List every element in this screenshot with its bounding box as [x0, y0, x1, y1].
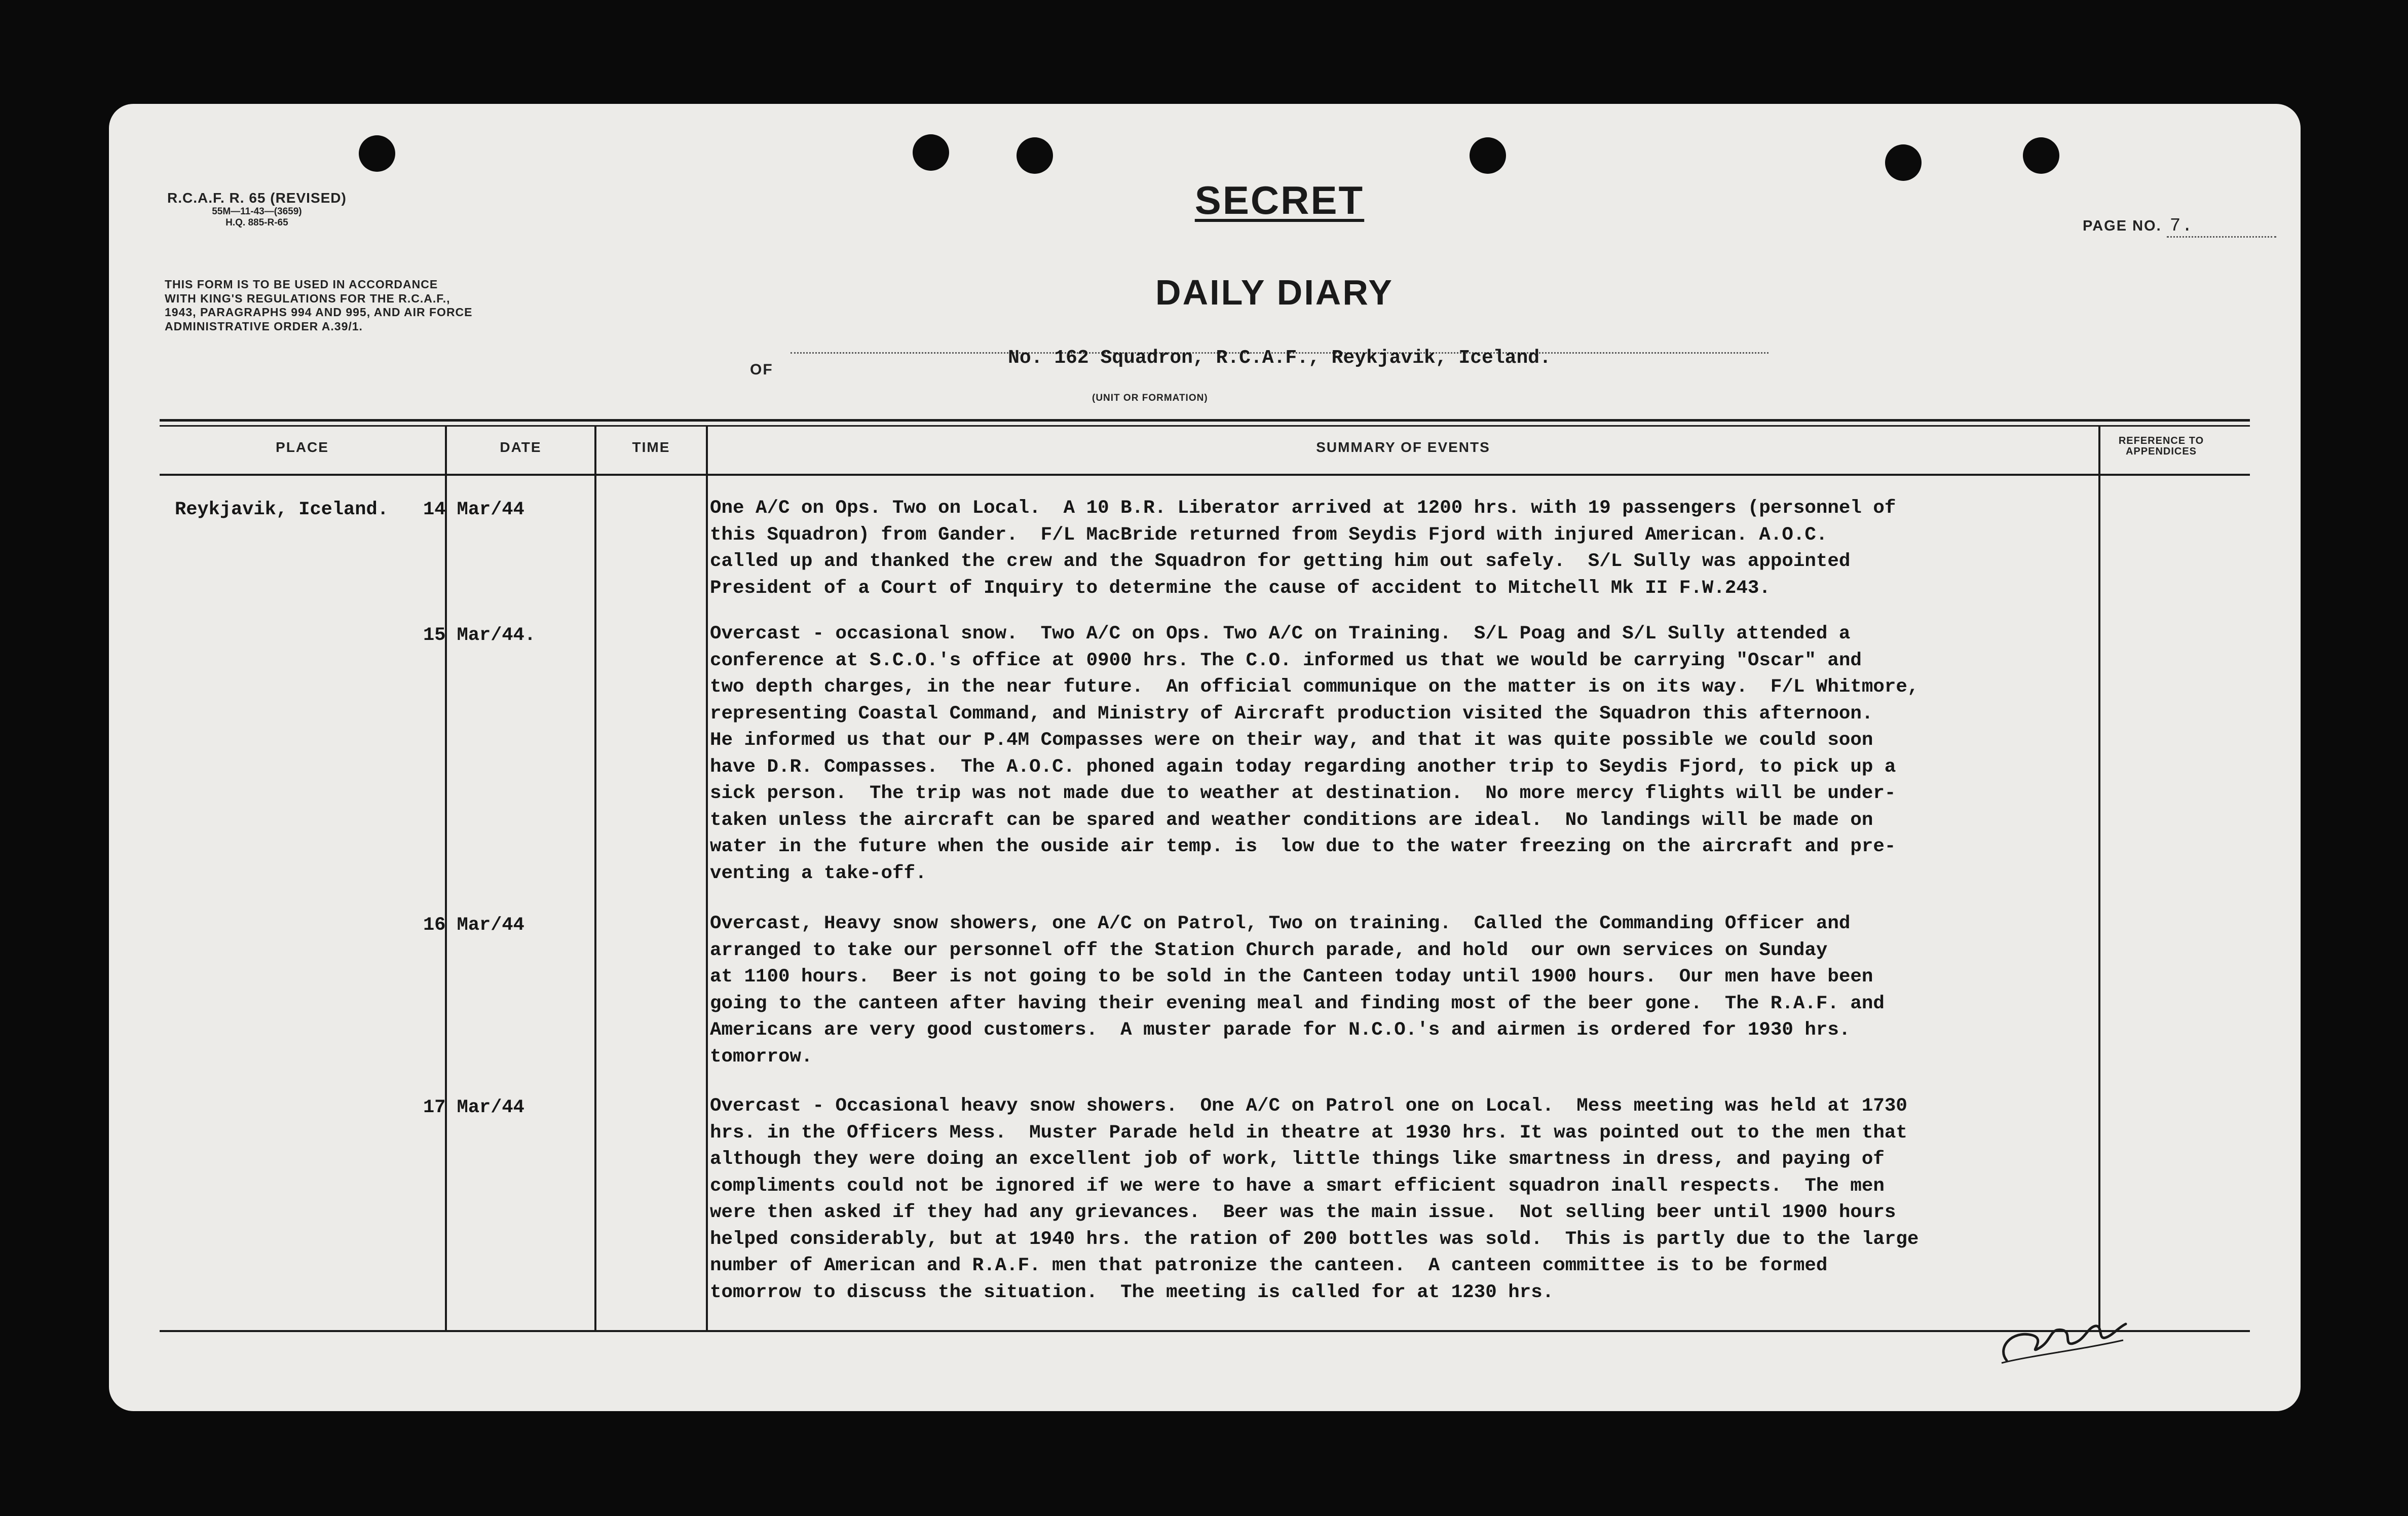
column-header-place: PLACE — [276, 439, 329, 455]
unit-caption: (UNIT OR FORMATION) — [1092, 393, 1208, 403]
summary-line: tomorrow to discuss the situation. The meeting is called for at 1230 hrs. — [710, 1281, 1554, 1303]
form-note-line: THIS FORM IS TO BE USED IN ACCORDANCE — [165, 278, 438, 291]
summary-line: President of a Court of Inquiry to determine the cause of accident to Mitchell Mk II F.W.243. — [710, 577, 1771, 599]
place-cell: Reykjavik, Iceland. — [175, 499, 389, 520]
summary-line: water in the future when the ouside air temp. is low due to the water freezing on the aircraft and pre- — [710, 836, 1896, 857]
form-usage-note — [165, 278, 565, 333]
header-bottom-rule — [160, 474, 2250, 476]
summary-line: One A/C on Ops. Two on Local. A 10 B.R. Liberator arrived at 1200 hrs. with 19 passengers (personnel of — [710, 498, 1896, 519]
punch-hole — [1885, 144, 1922, 181]
table-top-rule — [160, 419, 2250, 422]
page-number — [2083, 215, 2276, 238]
document-title: DAILY DIARY — [1155, 273, 1394, 312]
summary-line: venting a take-off. — [710, 862, 927, 884]
form-note-line: 1943, PARAGRAPHS 994 AND 995, AND AIR FORCE — [165, 306, 473, 319]
summary-line: tomorrow. — [710, 1046, 813, 1068]
summary-line: taken unless the aircraft can be spared and weather conditions are ideal. No landings will be made on — [710, 809, 1873, 831]
column-header-date: DATE — [500, 439, 542, 455]
summary-line: compliments could not be ignored if we were to have a smart efficient squadron inall respects. The men — [710, 1175, 1885, 1197]
form-note-line: WITH KING'S REGULATIONS FOR THE R.C.A.F., — [165, 291, 450, 305]
column-divider — [594, 425, 596, 1332]
summary-line: conference at S.C.O.'s office at 0900 hrs. The C.O. informed us that we would be carrying "Oscar" and — [710, 650, 1862, 671]
entry-date: 14 Mar/44 — [423, 499, 524, 520]
form-note-line: ADMINISTRATIVE ORDER A.39/1. — [165, 319, 363, 333]
diary-page — [109, 104, 2301, 1411]
summary-line: going to the canteen after having their evening meal and finding most of the beer gone. The R.A.F. and — [710, 993, 1885, 1014]
summary-line: although they were doing an excellent job of work, little things like smartness in dress, and paying of — [710, 1149, 1885, 1170]
summary-line: at 1100 hours. Beer is not going to be sold in the Canteen today until 1900 hours. Our men have been — [710, 966, 1873, 988]
summary-line: Overcast - Occasional heavy snow showers. One A/C on Patrol one on Local. Mess meeting was held at 1730 — [710, 1095, 1907, 1117]
summary-line: representing Coastal Command, and Ministry of Aircraft production visited the Squadron this afternoon. — [710, 703, 1873, 725]
entry-date: 17 Mar/44 — [423, 1097, 524, 1118]
page-number-label: PAGE NO. — [2083, 218, 2162, 234]
punch-hole — [2023, 137, 2059, 174]
column-header-time: TIME — [632, 439, 670, 455]
entry-summary — [710, 1093, 2109, 1306]
summary-line: Overcast, Heavy snow showers, one A/C on Patrol, Two on training. Called the Commanding Officer and — [710, 913, 1851, 934]
punch-hole — [1017, 137, 1053, 174]
column-divider — [706, 425, 708, 1332]
summary-line: arranged to take our personnel off the Station Church parade, and hold our own services on Sunday — [710, 939, 1828, 961]
column-header-reference: REFERENCE TO APPENDICES — [2118, 435, 2204, 457]
column-divider — [445, 425, 447, 1332]
classification-heading: SECRET — [1194, 178, 1365, 222]
summary-line: number of American and R.A.F. men that patronize the canteen. A canteen committee is to be formed — [710, 1255, 1828, 1276]
table-bottom-rule — [160, 1330, 2250, 1332]
summary-line: helped considerably, but at 1940 hrs. the ration of 200 bottles was sold. This is partly due to the large — [710, 1228, 1919, 1250]
summary-line: hrs. in the Officers Mess. Muster Parade held in theatre at 1930 hrs. It was pointed out to the men that — [710, 1122, 1907, 1144]
entry-summary — [710, 911, 2109, 1070]
entry-date: 16 Mar/44 — [423, 915, 524, 936]
punch-hole — [1470, 137, 1506, 174]
punch-hole — [913, 134, 949, 171]
form-hq-code: H.Q. 885-R-65 — [225, 217, 288, 229]
form-print-code: 55M—11-43—(3659) — [212, 206, 302, 217]
unit-of-label: OF — [750, 361, 773, 378]
page-number-value: 7. — [2167, 215, 2276, 238]
punch-hole — [359, 135, 395, 172]
signature-mark — [1991, 1300, 2138, 1371]
entry-summary — [710, 495, 2109, 601]
summary-line: Overcast - occasional snow. Two A/C on Ops. Two A/C on Training. S/L Poag and S/L Sully attended a — [710, 623, 1851, 645]
summary-line: He informed us that our P.4M Compasses were on their way, and that it was quite possible we could soon — [710, 730, 1873, 751]
summary-line: this Squadron) from Gander. F/L MacBride returned from Seydis Fjord with injured American. A.O.C. — [710, 524, 1828, 546]
form-identifier — [167, 190, 347, 229]
table-top-rule — [160, 425, 2250, 427]
entry-summary — [710, 621, 2109, 887]
form-number: R.C.A.F. R. 65 (REVISED) — [167, 190, 347, 206]
column-header-summary: SUMMARY OF EVENTS — [1316, 439, 1490, 455]
summary-line: sick person. The trip was not made due to weather at destination. No more mercy flights will be under- — [710, 783, 1896, 804]
summary-line: called up and thanked the crew and the Squadron for getting him out safely. S/L Sully was appointed — [710, 551, 1851, 572]
entry-date: 15 Mar/44. — [423, 625, 536, 646]
summary-line: Americans are very good customers. A muster parade for N.C.O.'s and airmen is ordered for 1930 hrs. — [710, 1019, 1851, 1041]
summary-line: two depth charges, in the near future. An official communique on the matter is on its way. F/L Whitmore, — [710, 676, 1919, 698]
summary-line: have D.R. Compasses. The A.O.C. phoned again today regarding another trip to Seydis Fjord, to pick up a — [710, 756, 1896, 778]
unit-name: No. 162 Squadron, R.C.A.F., Reykjavik, Iceland. — [1008, 347, 1551, 369]
summary-line: were then asked if they had any grievances. Beer was the main issue. Not selling beer until 1900 hours — [710, 1202, 1896, 1223]
